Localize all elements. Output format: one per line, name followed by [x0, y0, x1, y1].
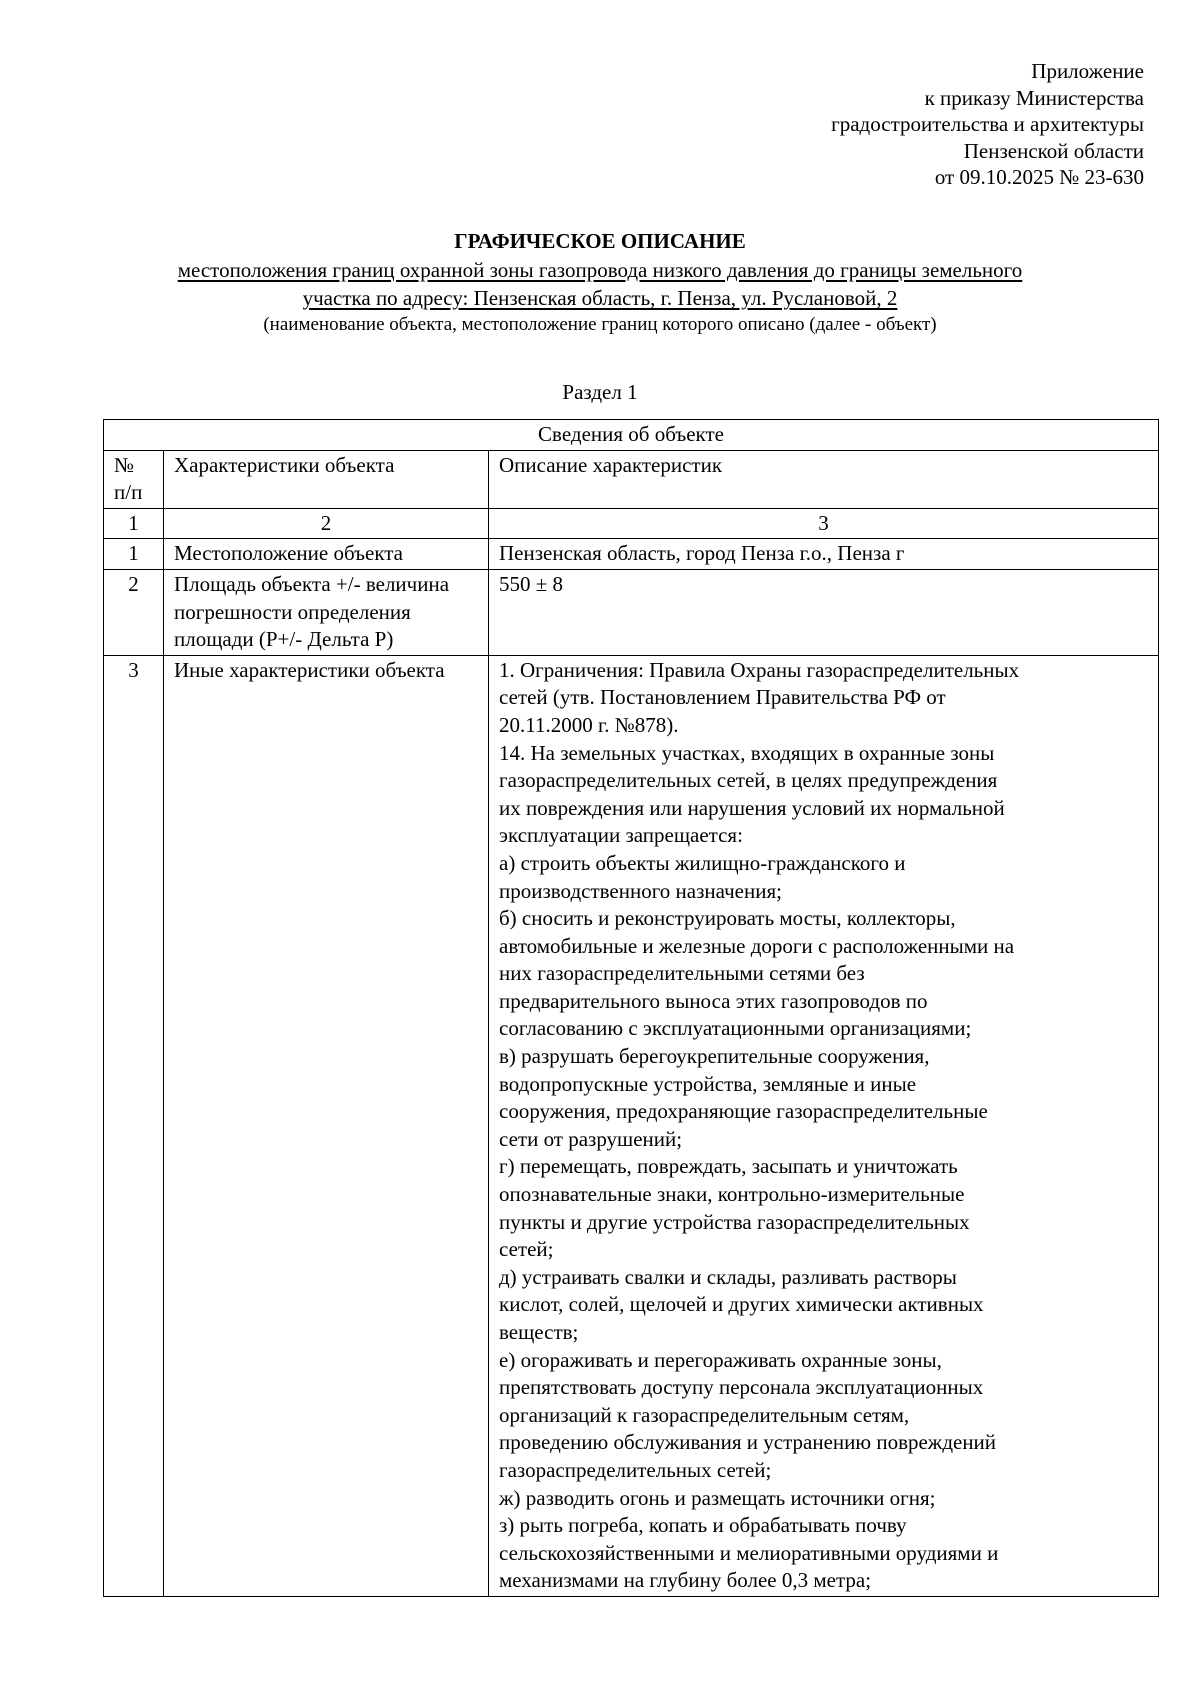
text-line: проведению обслуживания и устранению повреждений: [499, 1430, 997, 1455]
text-line: 1. Ограничения: Правила Охраны газораспределительных: [499, 657, 1020, 682]
column-number: 3: [489, 508, 1159, 539]
text-line: водопропускные устройства, земляные и иные: [499, 1071, 917, 1096]
header-number-line-1: №: [114, 452, 135, 477]
text-line: механизмами на глубину более 0,3 метра;: [499, 1568, 872, 1593]
text-line: д) устраивать свалки и склады, разливать растворы: [499, 1264, 957, 1289]
header-characteristics: Характеристики объекта: [164, 450, 489, 508]
text-line: них газораспределительными сетями без: [499, 961, 865, 986]
text-line: 20.11.2000 г. №878).: [499, 712, 679, 737]
text-line: пункты и другие устройства газораспределительных: [499, 1209, 970, 1234]
text-line: е) огораживать и перегораживать охранные зоны,: [499, 1347, 942, 1372]
text-line: сетей (утв. Постановлением Правительства РФ от: [499, 685, 946, 710]
row-characteristic: Местоположение объекта: [164, 539, 489, 570]
text-line: автомобильные и железные дороги с расположенными на: [499, 933, 1015, 958]
text-line: б) сносить и реконструировать мосты, коллекторы,: [499, 906, 956, 931]
text-line: предварительного выноса этих газопроводов по: [499, 988, 928, 1013]
row-number: 3: [104, 655, 164, 1596]
subtitle-line-2: участка по адресу: Пензенская область, г. Пенза, ул. Руслановой, 2: [302, 286, 898, 310]
object-info-table: [103, 419, 1159, 1597]
column-number: 1: [104, 508, 164, 539]
document-subtitle: [120, 256, 1080, 312]
text-line: сетей;: [499, 1237, 554, 1262]
text-line: г) перемещать, повреждать, засыпать и уничтожать: [499, 1154, 958, 1179]
text-line: сети от разрушений;: [499, 1126, 683, 1151]
row-description: Пензенская область, город Пенза г.о., Пенза г: [489, 539, 1159, 570]
approval-line: к приказу Министерства: [924, 85, 1144, 110]
text-line: сооружения, предохраняющие газораспределительные: [499, 1099, 988, 1124]
text-line: согласованию с эксплуатационными организациями;: [499, 1016, 972, 1041]
text-line: опознавательные знаки, контрольно-измерительные: [499, 1182, 965, 1207]
text-line: площади (P+/- Дельта P): [174, 627, 394, 652]
table-caption-row: [104, 420, 1159, 451]
table-row: [104, 539, 1159, 570]
text-line: в) разрушать берегоукрепительные сооружения,: [499, 1044, 930, 1069]
table-row: [104, 569, 1159, 655]
approval-line: Пензенской области: [963, 138, 1144, 163]
subtitle-line-1: местоположения границ охранной зоны газопровода низкого давления до границы земельного: [177, 258, 1023, 282]
approval-block: [831, 58, 1144, 191]
text-line: газораспределительных сетей;: [499, 1457, 772, 1482]
header-number: [104, 450, 164, 508]
column-number-row: [104, 508, 1159, 539]
text-line: газораспределительных сетей, в целях предупреждения: [499, 768, 998, 793]
table-row: [104, 655, 1159, 1596]
text-line: кислот, солей, щелочей и других химически активных: [499, 1292, 984, 1317]
text-line: ж) разводить огонь и размещать источники огня;: [499, 1485, 936, 1510]
approval-line: Приложение: [1031, 59, 1144, 83]
text-line: з) рыть погреба, копать и обрабатывать почву: [499, 1513, 907, 1538]
header-number-line-2: п/п: [114, 480, 143, 505]
header-description: Описание характеристик: [489, 450, 1159, 508]
section-heading: Раздел 1: [562, 380, 638, 404]
description-lines: [499, 657, 1148, 1595]
object-caption: (наименование объекта, местоположение границ которого описано (далее - объект): [263, 314, 937, 335]
text-line: сельскохозяйственными и мелиоративными орудиями и: [499, 1540, 999, 1565]
row-number: 1: [104, 539, 164, 570]
row-characteristic: [164, 569, 489, 655]
text-line: их повреждения или нарушения условий их нормальной: [499, 795, 1005, 820]
table-caption: Сведения об объекте: [104, 420, 1159, 451]
approval-line: градостроительства и архитектуры: [831, 112, 1144, 136]
text-line: организаций к газораспределительным сетям,: [499, 1402, 910, 1427]
text-line: эксплуатации запрещается:: [499, 823, 743, 848]
characteristic-lines: [174, 571, 478, 654]
text-line: производственного назначения;: [499, 878, 782, 903]
text-line: погрешности определения: [174, 599, 411, 624]
table-header-row: [104, 450, 1159, 508]
row-description: 550 ± 8: [489, 569, 1159, 655]
row-number: 2: [104, 569, 164, 655]
text-line: 14. На земельных участках, входящих в охранные зоны: [499, 740, 995, 765]
text-line: Площадь объекта +/- величина: [174, 571, 450, 596]
column-number: 2: [164, 508, 489, 539]
row-description: [489, 655, 1159, 1596]
text-line: веществ;: [499, 1320, 579, 1344]
document-title: ГРАФИЧЕСКОЕ ОПИСАНИЕ: [454, 229, 746, 253]
approval-line: от 09.10.2025 № 23-630: [934, 165, 1144, 189]
text-line: а) строить объекты жилищно-гражданского и: [499, 850, 906, 875]
row-characteristic: Иные характеристики объекта: [164, 655, 489, 1596]
text-line: препятствовать доступу персонала эксплуатационных: [499, 1375, 984, 1400]
